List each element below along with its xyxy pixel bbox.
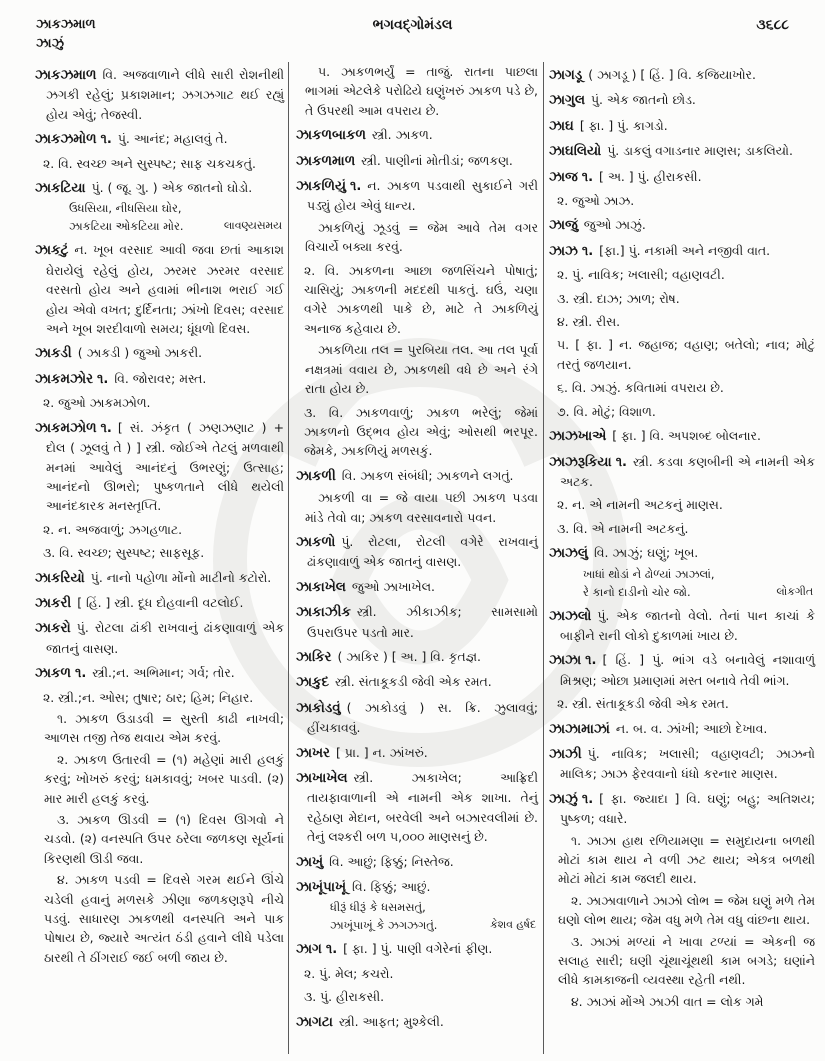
definition-text: પું. એક જાતનો છોડ. [590, 92, 696, 108]
dictionary-entry [35, 65, 284, 124]
sense-text: ૫. [ ફા. ] ન. જહાજ; વહાણ; બતેલો; નાવ; મોટું તરતું જળયાન. [557, 337, 815, 372]
definition-text: વિ. અજવાળાને લીધે સારી રોશનીથી ઝગકી રહેલું; પ્રકાશમાન; ઝગઝગાટ થઈ રહ્યું હોય એવું; તેજસ્વી. [46, 67, 284, 122]
dictionary-entry [35, 618, 284, 658]
idiom-text: ઝાકળી વા = જે વાયા પછી ઝાકળ પડવા માંડે તેવો વા; ઝાકળ વરસાવનારો પવન. [305, 490, 538, 525]
dictionary-column-3 [549, 60, 815, 1011]
definition-text: ન. ઝાકળ પડવાથી સુકાઈને ગરી પડ્યું હોય એવું ધાન્ય. [307, 178, 538, 214]
definition-text: [ હિં. ] સ્ત્રી. દૂધ દોહવાની વટલોઈ. [77, 594, 244, 610]
entry-sense [35, 154, 284, 173]
quotation-line [583, 583, 815, 601]
dictionary-entry [35, 418, 284, 516]
definition-text: [ફા.] પું. નકામી અને નજીવી વાત. [599, 242, 771, 258]
dictionary-entry [549, 719, 815, 739]
sense-text: ૨. જુઓ ઝાઝ. [557, 193, 635, 209]
headword: ઝાગ [296, 942, 322, 958]
sense-text: ૩. વિ. સ્વચ્છ; સુસ્પષ્ટ; સાફસૂફ. [43, 545, 205, 561]
headword: ઝાઝરૂકિયા [549, 454, 612, 470]
headword: ઝાજું [549, 218, 578, 234]
definition-text: ન. ખૂબ વરસાદ આવી જવા છતાં આકાશ ઘેરાયેલું રહેલું હોય, ઝરમર ઝરમર વરસાદ વરસતો હોય અને હવામાં ભીનાશ ભરાઈ ગઈ હોય એવો વખત; દુર્દિનતા; ઝાંખો દિવસ; વરસાદ અને ખૂબ શરદીવાળો સમય; ધૂંધળો દિવસ. [46, 242, 284, 337]
dictionary-entry [35, 593, 284, 613]
idiom-text: ૫. ઝાકળભર્યું = તાજું. રાતના પાછલા ભાગમાં એટલેકે પરોઢિયે ઘણુંખરું ઝાકળ પડે છે, તે ઉપરથી આમ વપરાય છે. [305, 64, 538, 118]
headword: ઝાઘ [549, 118, 574, 134]
idiom-text: ૨. ઝાકળ ઉતારવી = (૧) મહેણાં મારી હલકું કરવું; ખોખરું કરવું; ધમકાવવું; ખબર પાડવી. (૨) માર મારી હલકું કરવું. [44, 751, 284, 806]
headword: ઝાઘલિયો [549, 144, 602, 160]
entry-sense [549, 519, 815, 538]
headword: ઝાઝ [549, 243, 578, 259]
entry-idiom [35, 810, 284, 868]
page-title: ભગવદ્ગોમંડલ [372, 17, 453, 33]
entry-sense [296, 987, 538, 1006]
definition-text: પું. નાવિક; ખલાસી; વહાણવટી; ઝાઝનો માલિક; ઝાઝ ફેરવવાનો ધંધો કરનાર માણસ. [560, 745, 815, 782]
dictionary-entry [296, 151, 538, 171]
headword: ઝાઝું [549, 791, 578, 807]
definition-text: પું. એક જાતનો વેલો. તેનાં પાન કાચાં કે બાફીને રાની લોકો દુકાળમાં ખાય છે. [560, 607, 815, 643]
entry-idiom [35, 750, 284, 808]
dictionary-entry [296, 466, 538, 486]
headword: ઝાખાખેલ [296, 771, 348, 786]
guide-word-last: ઝાઝું [36, 36, 64, 51]
quotation-line [583, 565, 815, 583]
entry-sense [549, 289, 815, 308]
dictionary-entry [549, 116, 815, 136]
definition-text: [ ફા. ] પું. પાણી વગેરેનાં ફીણ. [343, 941, 493, 957]
definition-text: ( ઝાગડૂ ) [ હિં. ] વિ. કજિયાખોર. [588, 67, 756, 82]
headword: ઝાકળો [296, 534, 336, 550]
entry-sense [296, 403, 538, 461]
definition-text: સ્ત્રી. સંતાકૂકડી જેવી એક રમત. [335, 674, 492, 690]
quotation-source: કેશવ હર્ષદ [490, 918, 536, 932]
dictionary-column-2 [296, 60, 538, 1032]
headword: ઝાગુલ [549, 93, 585, 109]
quotation-text: ધીરૂં ધીરૂં કે ધસમસતું, [330, 900, 426, 915]
definition-text: [ ફા. જ્યાદા ] વિ. ઘણું; બહુ; અતિશય; પુષ્કળ; વધારે. [560, 790, 815, 827]
sense-text: ૨. ન. અજવાળું; ઝગહળાટ. [43, 521, 183, 537]
page-number: ૩૬૮૮ [756, 17, 789, 33]
headword: ઝાકરી [35, 595, 72, 611]
definition-text: જુઓ ઝાઝું. [583, 217, 646, 233]
dictionary-entry [35, 369, 284, 389]
headword: ઝાકરિયો [35, 570, 85, 586]
column-divider [288, 62, 289, 1054]
entry-idiom [296, 488, 538, 527]
entry-sense [296, 964, 538, 983]
entry-sense [296, 261, 538, 339]
guide-word-first: ઝાકઝમાળ [36, 17, 96, 32]
headword: ઝાકરો [35, 621, 71, 637]
quotation-source: લાવણ્યસમય [223, 219, 282, 233]
headword: ઝાગટા [296, 1014, 333, 1030]
entry-idiom [549, 891, 815, 930]
headword: ઝાકિર [296, 649, 332, 665]
definition-text: સ્ત્રી. ઝાકાખેલ; આફ્રિદી તાયફાવાળાની એ નામની એક શાખા. તેનું રહેઠાણ મેદાન, બરવેલી અને બઝારવલીમાં છે. તેનું લશ્કરી બળ ૫,૦૦૦ માણસનું છે. [307, 770, 538, 845]
entry-idiom [296, 62, 538, 120]
sense-text: ૩. વિ. એ નામની અટકનું. [557, 520, 689, 536]
sense-number: ૧. [581, 169, 594, 185]
entry-sense [549, 694, 815, 713]
headword: ઝાકટું [35, 243, 69, 259]
dictionary-entry [296, 647, 538, 667]
entry-sense [549, 378, 815, 397]
headword: ઝાઝા [549, 653, 582, 669]
sense-text: ૨. પું. મેલ; કચરો. [304, 965, 394, 981]
entry-sense [35, 520, 284, 539]
dictionary-entry [35, 129, 284, 149]
definition-text: પું. નાનો પહોળા મોંનો માટીનો કટોરો. [90, 569, 272, 585]
headword: ઝાકઝમાળ [35, 68, 97, 83]
dictionary-entry [35, 240, 284, 338]
definition-text: ( ઝાકોડવું ) સ. ક્રિ. ઝુલાવવું; હીંચકાવવું. [307, 699, 538, 736]
dictionary-entry [35, 343, 284, 363]
definition-text: [ ફા. ] પું. કાગડો. [579, 117, 668, 133]
definition-text: જુઓ ઝાખાખેલ. [351, 578, 435, 594]
dictionary-entry [296, 672, 538, 692]
definition-text: વિ. જોરાવર; મસ્ત. [114, 370, 207, 386]
dictionary-entry [35, 178, 284, 198]
headword: ઝાકુદ [296, 675, 329, 691]
headword: ઝાખૂંપાખૂં [296, 880, 347, 896]
definition-text: પું. ( જૂ. ગુ. ) એક જાતનો ઘોડો. [91, 180, 253, 196]
definition-text: પું. રોટલા ઢાંકી રાખવાનું ઢાંકણાવાળું એક જાતનું વાસણ. [46, 620, 284, 656]
dictionary-entry [549, 452, 815, 492]
definition-text: સ્ત્રી. ઝીકાઝીક; સામસામો ઉપરાઉપર પડતો માર. [307, 604, 538, 640]
entry-sense [35, 543, 284, 562]
entry-quotation [296, 898, 538, 934]
sense-text: ૨. વિ. સ્વચ્છ અને સુસ્પષ્ટ; સાફ ચકચકતું. [43, 155, 256, 171]
definition-text: ન. બ. વ. ઝાંખી; આછો દેખાવ. [615, 720, 768, 736]
entry-sense [549, 335, 815, 374]
entry-idiom [549, 831, 815, 889]
headword: ઝાઝામાઝાં [549, 721, 610, 737]
headword: ઝાગડૂ [549, 68, 583, 83]
sense-number: ૧. [325, 942, 338, 958]
sense-text: ૩. સ્ત્રી. દાઝ; ઝાળ; રોષ. [557, 290, 680, 306]
headword: ઝાકોડવું [296, 700, 341, 716]
entry-sense [549, 312, 815, 331]
dictionary-entry [296, 698, 538, 738]
dictionary-entry [549, 141, 815, 161]
dictionary-entry [296, 939, 538, 959]
sense-number: ૧. [97, 371, 109, 387]
dictionary-entry [296, 852, 538, 872]
headword: ઝાકળ [35, 666, 71, 682]
quotation-text: ખાધાં થોડાં ને ઢોળ્યાં ઝાઝલાં, [583, 566, 715, 581]
dictionary-entry [549, 241, 815, 261]
definition-text: [ પ્રા. ] ન. ઝાંખરું. [336, 744, 428, 760]
sense-number: ૧. [581, 791, 594, 807]
definition-text: વિ. ઝાઝું; ઘણું; ખૂબ. [593, 545, 699, 561]
quotation-text: ઝાકટિયા ઓકટિયા મોર. [69, 219, 184, 234]
dictionary-entry [549, 650, 815, 690]
definition-text: ( ઝાકડી ) જુઓ ઝાકરી. [77, 345, 203, 361]
sense-text: ૨. ન. એ નામની અટકનું માણસ. [557, 497, 723, 513]
sense-text: ૬. વિ. ઝાઝું. કવિતામાં વપરાય છે. [557, 380, 724, 396]
definition-text: ( ઝાકિર ) [ અ. ] વિ. કૃતજ્ઞ. [337, 648, 481, 664]
idiom-text: ૧. ઝાઝા હાથ રળિયામણા = સમુદાયના બળથી મોટાં કામ થાય ને વળી ઝટ થાય; એકત્ર બળથી મોટાં મોટાં કામ જલદી થાય. [558, 832, 815, 887]
dictionary-entry [549, 167, 815, 187]
headword: ઝાજ [549, 169, 578, 185]
dictionary-entry [296, 1012, 538, 1032]
definition-text: [ સં. ઝંકૃત ( ઝણઝણાટ ) + દોલ ( ઝૂલવું તે ) ] સ્ત્રી. જોઈએ તેટલું મળવાથી મનમાં આવેલું આનંદનું ઉભરણું; ઉત્સાહ; આનંદનો ઊભરો; પુષ્કળતાને લીધે થયેલી આનંદકારક મનસ્તૃપ્તિ. [46, 419, 284, 514]
headword: ઝાકઝમોળ [35, 132, 97, 148]
quotation-line [330, 916, 538, 934]
headword: ઝાકટિયા [35, 181, 86, 197]
entry-quotation [35, 199, 284, 235]
definition-text: સ્ત્રી. કડવા કણબીની એ નામની એક અટક. [560, 453, 815, 489]
dictionary-entry [296, 577, 538, 597]
dictionary-entry [296, 176, 538, 216]
headword: ઝાકળબાકળ [296, 128, 366, 144]
headword: ઝાકાખેલ [296, 579, 346, 595]
idiom-text: ૩. ઝાકળ ઊડવી = (૧) દિવસ ઊગવો ને ચડવો. (૨) વનસ્પતિ ઉપર ઠરેલા જળકણ સૂર્યનાં કિરણથી ઊડી જવા. [44, 812, 284, 866]
sense-text: ૩. પું. હીરાકસી. [304, 989, 385, 1005]
dictionary-entry [296, 877, 538, 897]
idiom-text: ઝાકળિયા તલ = પુરબિયા તલ. આ તલ પૂર્વા નક્ષત્રમાં વવાય છે, ઝાકળથી વધે છે અને રંગે રાતા હોય છે. [305, 342, 538, 397]
headword: ઝાકમઝોળ [35, 420, 97, 436]
sense-text: ૨. સ્ત્રી. સંતાકૂકડી જેવી એક રમત. [557, 696, 729, 712]
entry-sense [549, 191, 815, 210]
dictionary-entry [296, 768, 538, 847]
headword: ઝાખર [296, 745, 330, 761]
entry-sense [549, 495, 815, 514]
headword: ઝાઝી [549, 746, 582, 762]
definition-text: સ્ત્રી. ઝાકળ. [371, 127, 433, 143]
quotation-text: ઉધસિયા, નીધસિયા ઘોર, [69, 201, 182, 216]
headword: ઝાઝખાએ [549, 429, 607, 445]
dictionary-entry [296, 743, 538, 763]
quotation-text: ઝાખૂંપાખૂં કે ઝગઝગતું. [330, 918, 438, 933]
entry-idiom [296, 340, 538, 398]
quotation-line [330, 898, 538, 916]
headword: ઝાકડી [35, 346, 72, 362]
dictionary-column-1 [35, 60, 284, 967]
sense-number: ૧. [74, 666, 87, 682]
column-divider [543, 62, 544, 1054]
quotation-source: લોકગીત [776, 584, 813, 598]
quotation-line [69, 199, 284, 217]
definition-text: વિ. ઝાકળ સંબંધી; ઝાકળને લગતું. [341, 467, 514, 483]
entry-idiom [296, 218, 538, 257]
headword: ઝાખું [296, 854, 324, 870]
idiom-text: ૪. ઝાકળ પડવી = દિવસે ગરમ થઈને ઊંચે ચડેલી હવાનું મળસકે ઝીણા જળકણરૂપે નીચે પડવું. સાધારણ ઝાકળથી વનસ્પતિ અને પાક પોષાય છે, જ્યારે અત્યંત ઠંડી હવાને લીધે પડેલા ઠારથી તે ઠીંગરાઈ જઈ બળી જાય છે. [44, 872, 284, 965]
definition-text: સ્ત્રી.;ન. અભિમાન; ગર્વ; તોર. [92, 665, 235, 681]
headword: ઝાકળમાળ [296, 153, 356, 169]
entry-sense [549, 265, 815, 284]
entry-idiom [549, 932, 815, 990]
dictionary-entry [35, 663, 284, 683]
sense-number: ૧. [615, 454, 627, 470]
idiom-text: ૪. ઝાઝાં મોંએ ઝાઝી વાત = લોક ગમે [571, 993, 764, 1009]
headword: ઝાઝલું [549, 546, 588, 562]
dictionary-entry [549, 789, 815, 829]
dictionary-entry [296, 125, 538, 145]
dictionary-entry [549, 744, 815, 784]
dictionary-entry [549, 65, 815, 85]
headword: ઝાકમઝોર [35, 371, 94, 387]
idiom-text: ૩. ઝાઝાં મળ્યાં ને ખાવા ટળ્યાં = એકની જ સલાહ સારી; ઘણી ચૂંથાચૂંથથી કામ બગડે; ઘણાંને લીધે કામકાજની વ્યવસ્થા રહેતી નથી. [558, 933, 815, 988]
idiom-text: ૧. ઝાકળ ઉડાડવી = સુસ્તી કાઢી નાખવી; આળસ તજી તેજ થવાય એમ કરવું. [44, 710, 284, 746]
dictionary-entry [549, 606, 815, 646]
sense-number: ૧. [349, 179, 362, 195]
headword: ઝાકળી [296, 468, 336, 484]
dictionary-entry [549, 90, 815, 110]
entry-sense [35, 393, 284, 412]
definition-text: પું. આનંદ; મહાલવું તે. [117, 131, 228, 147]
sense-text: ૨. પું. નાવિક; ખલાસી; વહાણવટી. [557, 267, 725, 283]
idiom-text: ઝાકળિયું ઝૂડવું = જેમ આવે તેમ વગર વિચાર્યે બક્યા કરવું. [305, 219, 538, 255]
definition-text: સ્ત્રી. આફત; મુશ્કેલી. [338, 1013, 444, 1029]
sense-text: ૪. સ્ત્રી. રીસ. [557, 314, 621, 330]
entry-sense [549, 402, 815, 421]
headword: ઝાકળિયું [296, 179, 346, 195]
sense-text: ૩. વિ. ઝાકળવાળું; ઝાકળ ભરેલું; જેમાં ઝાકળનો ઉદ્ભવ હોય એવું; ઓસથી ભરપૂર. જેમકે, ઝાકળિયું મળસકું. [304, 404, 538, 459]
definition-text: [ હિં. ] પું. ભાંગ વડે બનાવેલું નશાવાળું મિશ્રણ; ઓછા પ્રમાણમાં મસ્ત બનાવે તેવી ભાંગ. [560, 652, 815, 688]
dictionary-entry [549, 426, 815, 446]
dictionary-entry [296, 602, 538, 642]
sense-text: ૨. સ્ત્રી.;ન. ઓસ; તુષાર; ઠાર; હિમ; નિહાર. [43, 689, 254, 705]
quotation-line [69, 217, 284, 235]
sense-text: ૨. વિ. ઝાકળના આછા જળસિંચને પોષાતું; ચાસિયું; ઝાકળની મદદથી પાકતું. ઘઉં, ચણા વગેરે ઝાકળથી પાકે છે, માટે તે ઝાકળિયું અનાજ કહેવાય છે. [304, 262, 538, 336]
headword: ઝાકાઝીક [296, 605, 351, 621]
entry-quotation [549, 565, 815, 601]
definition-text: વિ. આછું; ફિક્કું; નિસ્તેજ. [329, 853, 454, 869]
definition-text: સ્ત્રી. પાણીનાં મોતીડાં; જળકણ. [361, 152, 513, 168]
definition-text: વિ. ફિક્કું; આછું. [352, 879, 431, 895]
entry-idiom [35, 870, 284, 967]
sense-text: ૨. જુઓ ઝાકમઝોળ. [43, 395, 151, 411]
idiom-text: ૨. ઝાઝાવાળાને ઝાઝો લોભ = જેમ ઘણું મળે તેમ ઘણો લોભ થાય; જેમ વધુ મળે તેમ વધુ વાંછના થાય. [558, 892, 815, 928]
definition-text: [ ફા. ] વિ. અપશબ્દ બોલનાર. [612, 428, 761, 444]
dictionary-entry [296, 532, 538, 572]
dictionary-entry [549, 543, 815, 563]
sense-number: ૧. [585, 653, 597, 669]
headword: ઝાઝલો [549, 608, 592, 624]
quotation-text: રે કાનો દાડીનો ચોર જો. [583, 584, 691, 599]
definition-text: પું. ડાકલું વગાડનાર માણસ; ડાકલિયો. [607, 143, 793, 159]
dictionary-entry [549, 215, 815, 235]
sense-number: ૧. [100, 132, 112, 148]
entry-sense [35, 688, 284, 707]
sense-text: ૭. વિ. મોટું; વિશાળ. [557, 403, 656, 419]
entry-idiom [35, 709, 284, 748]
sense-number: ૧. [581, 243, 594, 259]
dictionary-entry [35, 568, 284, 588]
definition-text: [ અ. ] પું. હીરાકસી. [599, 168, 702, 184]
definition-text: પું. રોટલા, રોટલી વગેરે રાખવાનું ઢાંકણાવાળું એક જાતનું વાસણ. [307, 533, 538, 570]
entry-idiom [549, 992, 815, 1011]
sense-number: ૧. [100, 420, 112, 436]
